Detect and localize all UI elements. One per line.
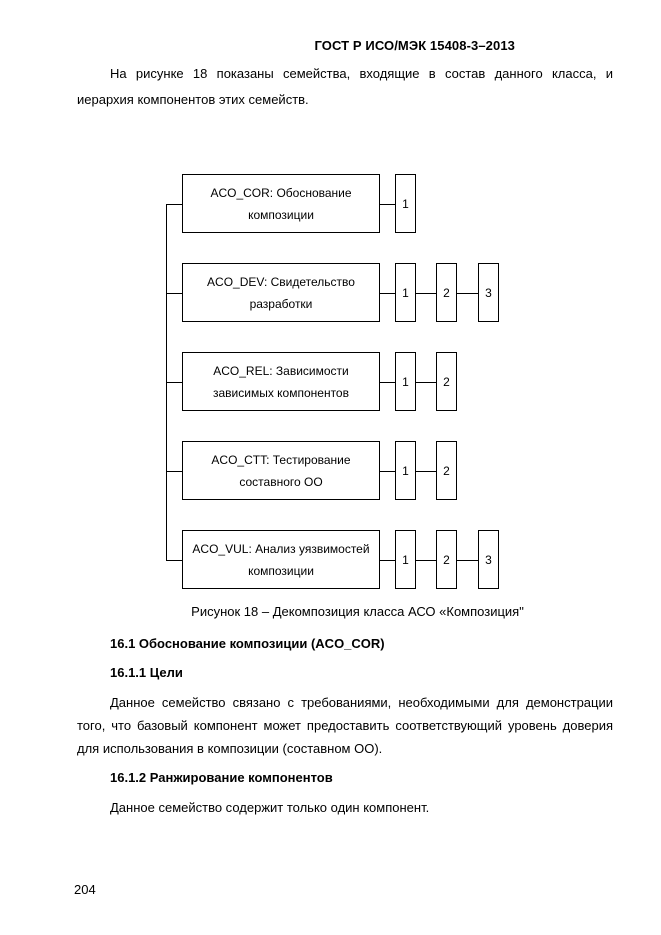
- connector-line: [380, 293, 395, 294]
- intro-line-2: иерархия компонентов этих семейств.: [77, 92, 309, 107]
- section-heading-16-1: 16.1 Обоснование композиции (ACO_COR): [110, 636, 385, 651]
- family-label: ACO_VUL: Анализ уязвимостей: [192, 541, 370, 556]
- family-label: ACO_DEV: Свидетельство: [207, 274, 355, 289]
- family-label: ACO_CTT: Тестирование: [211, 452, 351, 467]
- connector-line: [380, 204, 395, 205]
- component-box: 1: [395, 174, 416, 233]
- connector-line: [416, 560, 436, 561]
- connector-line: [416, 293, 436, 294]
- page-number: 204: [74, 882, 96, 897]
- connector-line: [380, 382, 395, 383]
- family-label: составного ОО: [239, 474, 323, 489]
- component-box: 3: [478, 263, 499, 322]
- objectives-line-3: для использования в композиции (составном ОО).: [77, 741, 383, 756]
- branch-line: [166, 382, 183, 383]
- leveling-text: Данное семейство содержит только один компонент.: [110, 800, 430, 815]
- family-box-aco-rel: [182, 352, 380, 411]
- component-box: 2: [436, 441, 457, 500]
- component-box: 2: [436, 352, 457, 411]
- family-label: ACO_COR: Обоснование: [210, 185, 352, 200]
- branch-line: [166, 560, 183, 561]
- component-box: 2: [436, 263, 457, 322]
- connector-line: [457, 293, 478, 294]
- family-box-aco-ctt: [182, 441, 380, 500]
- family-label: композиции: [248, 207, 314, 222]
- family-box-aco-cor: [182, 174, 380, 233]
- document-header: ГОСТ Р ИСО/МЭК 15408-3–2013: [314, 38, 515, 53]
- connector-line: [457, 560, 478, 561]
- family-label: композиции: [248, 563, 314, 578]
- intro-line-1: На рисунке 18 показаны семейства, входящие в состав данного класса, и: [110, 66, 613, 81]
- component-box: 1: [395, 352, 416, 411]
- figure-caption: Рисунок 18 – Декомпозиция класса АСО «Композиция": [191, 604, 524, 619]
- connector-line: [380, 471, 395, 472]
- component-box: 1: [395, 530, 416, 589]
- component-box: 2: [436, 530, 457, 589]
- family-label: разработки: [249, 296, 313, 311]
- objectives-line-2: того, что базовый компонент может предоставить соответствующий уровень доверия: [77, 718, 613, 733]
- objectives-line-1: Данное семейство связано с требованиями, необходимыми для демонстрации: [110, 695, 613, 710]
- component-box: 3: [478, 530, 499, 589]
- section-heading-16-1-2: 16.1.2 Ранжирование компонентов: [110, 770, 333, 785]
- branch-line: [166, 204, 183, 205]
- component-box: 1: [395, 441, 416, 500]
- section-heading-16-1-1: 16.1.1 Цели: [110, 665, 183, 680]
- family-label: зависимых компонентов: [213, 385, 349, 400]
- family-box-aco-vul: [182, 530, 380, 589]
- connector-line: [380, 560, 395, 561]
- family-box-aco-dev: [182, 263, 380, 322]
- component-box: 1: [395, 263, 416, 322]
- family-label: ACO_REL: Зависимости: [213, 363, 349, 378]
- connector-line: [416, 382, 436, 383]
- connector-line: [416, 471, 436, 472]
- branch-line: [166, 471, 183, 472]
- branch-line: [166, 293, 183, 294]
